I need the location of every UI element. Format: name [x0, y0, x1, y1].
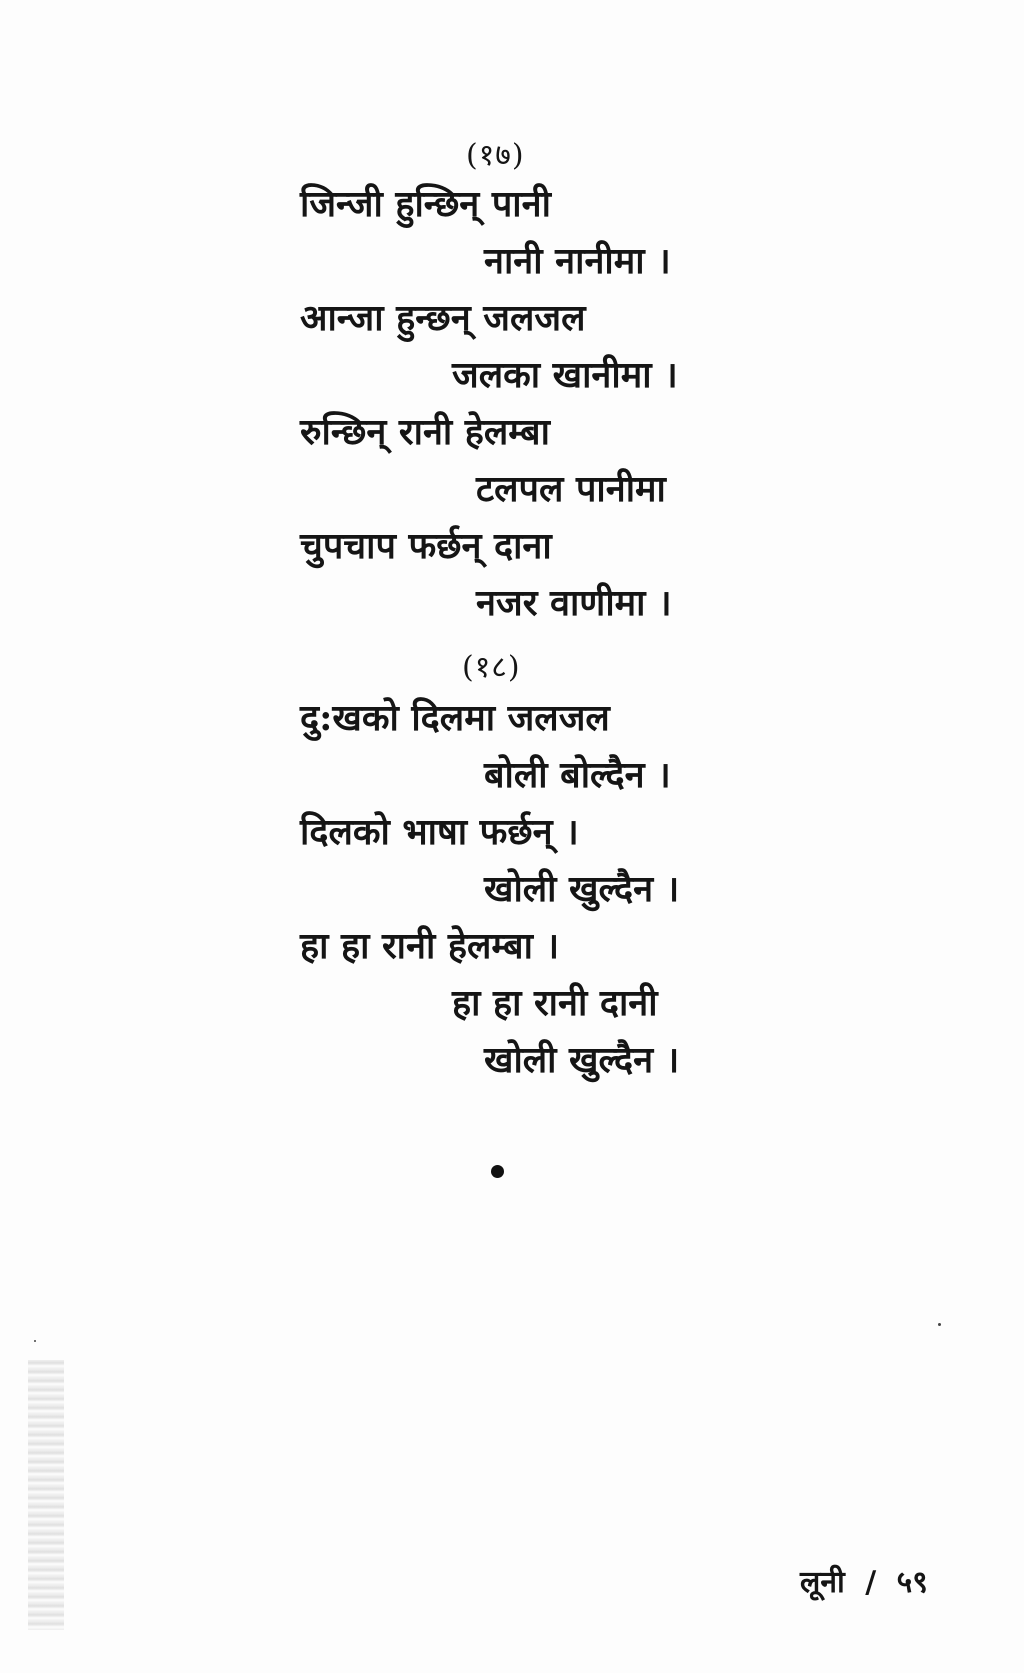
- scan-speck: [938, 1323, 941, 1326]
- footer-page-number: ५९: [896, 1565, 928, 1600]
- footer-separator: /: [865, 1565, 877, 1600]
- poem-line: नानी नानीमा ।: [484, 240, 671, 282]
- page-footer: [800, 1560, 928, 1601]
- end-ornament-dot: [491, 1165, 504, 1178]
- poem-line: दु:खको दिलमा जलजल: [300, 697, 610, 739]
- poem-line: आन्जा हुन्छन् जलजल: [300, 297, 586, 339]
- poem-line: हा हा रानी हेलम्बा ।: [300, 925, 560, 967]
- poem-line: रुन्छिन् रानी हेलम्बा: [300, 411, 550, 453]
- poem-line: हा हा रानी दानी: [452, 982, 658, 1024]
- poem-line: जिन्जी हुन्छिन् पानी: [300, 183, 551, 225]
- poem-line: चुपचाप फर्छन् दाना: [300, 525, 552, 567]
- stanza-number: (१८): [462, 650, 521, 685]
- stanza-number: (१७): [466, 138, 525, 173]
- footer-book-title: लूनी: [800, 1565, 845, 1600]
- scan-speck: [34, 1340, 36, 1342]
- poem-line: जलका खानीमा ।: [452, 354, 678, 396]
- poem-line: नजर वाणीमा ।: [476, 582, 672, 624]
- poem-line: खोली खुल्दैन ।: [484, 868, 680, 910]
- poem-line: बोली बोल्दैन ।: [484, 754, 671, 796]
- poem-line: खोली खुल्दैन ।: [484, 1039, 680, 1081]
- poem-line: दिलको भाषा फर्छन् ।: [300, 811, 579, 853]
- poem-line: टलपल पानीमा: [476, 468, 666, 510]
- scan-edge-shadow: [28, 1360, 64, 1630]
